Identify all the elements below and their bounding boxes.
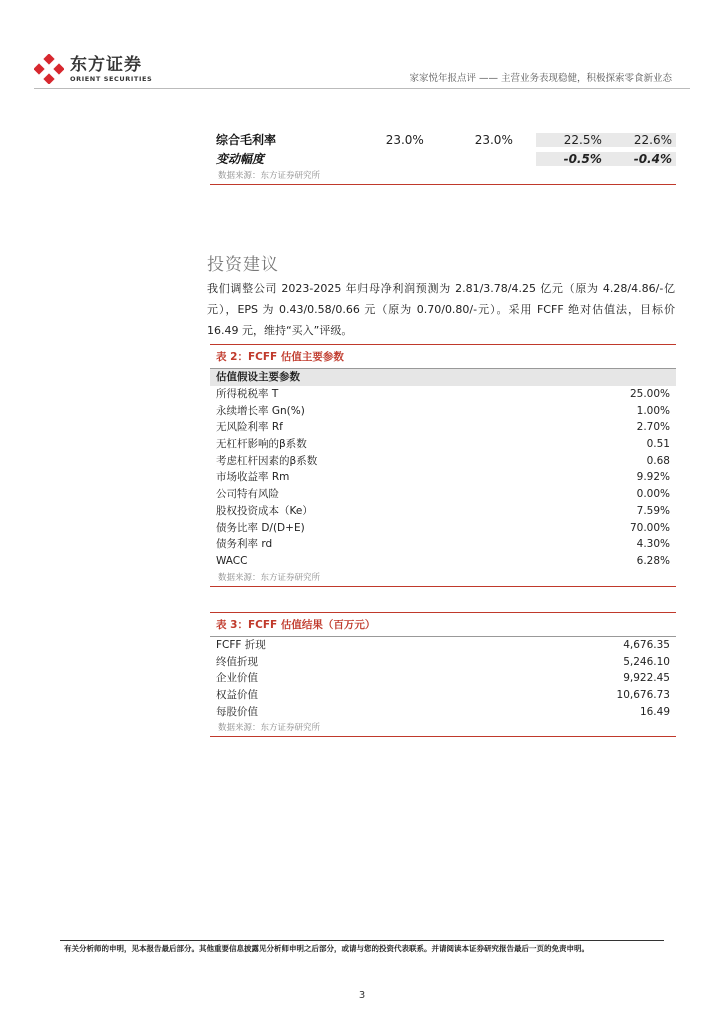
table-cell: 22.5%	[536, 133, 606, 147]
row-value: 0.00%	[636, 488, 670, 501]
row-value: 4.30%	[636, 538, 670, 551]
row-value: 10,676.73	[616, 689, 670, 702]
table-title: 表 2：FCFF 估值主要参数	[210, 344, 676, 368]
row-label: 市场收益率 Rm	[216, 471, 290, 484]
table-row	[210, 469, 676, 486]
row-value: 7.59%	[636, 504, 670, 517]
table-cell: 23.0%	[474, 132, 513, 147]
row-label: 综合毛利率	[216, 133, 277, 147]
company-logo	[34, 52, 152, 86]
report-subtitle: 家家悦年报点评 —— 主营业务表现稳健，积极探索零食新业态	[409, 73, 672, 84]
table-row	[210, 520, 676, 537]
table-bottom-rule	[210, 184, 676, 185]
row-label: 无风险利率 Rf	[216, 421, 283, 434]
row-value: 4,676.35	[623, 639, 670, 651]
table-title: 表 3：FCFF 估值结果（百万元）	[210, 612, 676, 636]
page-number: 3	[358, 990, 366, 1001]
row-label: 每股价值	[216, 705, 258, 718]
table-row	[210, 149, 676, 168]
logo-chinese-name: 东方证券	[70, 55, 142, 75]
fcff-params-table	[210, 344, 676, 587]
row-label: FCFF 折现	[216, 639, 266, 651]
table-source: 数据来源：东方证券研究所	[218, 723, 321, 734]
row-label: 无杠杆影响的β系数	[216, 438, 307, 451]
table-row	[210, 436, 676, 453]
recommendation-paragraph: 我们调整公司 2023-2025 年归母净利润预测为 2.81/3.78/4.25 亿元（原为 4.28/4.86/-亿元），EPS 为 0.43/0.58/0.66 元（原为 0.70/0.80/-元）。采用 FCFF 绝对估值法，目标价 16.49 元，维持“买入”评级。	[207, 282, 675, 337]
logo-english-name: ORIENT SECURITIES	[70, 75, 153, 83]
table-row	[210, 704, 676, 721]
row-value: 9.92%	[636, 471, 670, 484]
row-label: 债务比率 D/(D+E)	[216, 521, 305, 534]
row-value: 1.00%	[636, 404, 670, 417]
row-label: 权益价值	[216, 689, 258, 702]
table-row	[210, 403, 676, 420]
row-label: 永续增长率 Gn(%)	[216, 404, 305, 417]
logo-icon	[34, 54, 64, 84]
table-row	[210, 536, 676, 553]
table-row	[210, 453, 676, 470]
table-cell: -0.5%	[536, 152, 606, 166]
row-label: WACC	[216, 554, 248, 567]
table-row	[210, 130, 676, 149]
table-source: 数据来源：东方证券研究所	[218, 572, 321, 583]
fcff-results-table	[210, 612, 676, 737]
row-label: 企业价值	[216, 672, 258, 685]
footer-disclaimer: 有关分析师的申明，见本报告最后部分。其他重要信息披露见分析师申明之后部分，或请与您的投资代表联系。并请阅读本证券研究报告最后一页的免责申明。	[64, 944, 589, 953]
table-cell: 22.6%	[606, 133, 676, 147]
header-divider	[34, 88, 690, 89]
row-label: 股权投资成本（Ke）	[216, 504, 313, 517]
table-row	[210, 419, 676, 436]
row-label: 所得税税率 T	[216, 388, 279, 400]
table-row	[210, 687, 676, 704]
table-bottom-rule	[210, 736, 676, 737]
margin-table-continued	[210, 130, 676, 185]
table-row	[210, 654, 676, 671]
row-value: 6.28%	[636, 554, 670, 567]
row-value: 5,246.10	[623, 655, 670, 668]
row-value: 9,922.45	[623, 672, 670, 685]
table-row	[210, 503, 676, 520]
row-value: 0.68	[646, 454, 670, 467]
row-value: 70.00%	[629, 521, 670, 534]
table-header: 估值假设主要参数	[210, 368, 676, 386]
table-row	[210, 637, 676, 654]
table-cell: -0.4%	[606, 152, 676, 166]
row-label: 终值折现	[216, 655, 258, 668]
footer-divider	[60, 940, 664, 941]
table-source: 数据来源：东方证券研究所	[218, 171, 321, 181]
section-title: 投资建议	[207, 255, 279, 275]
table-cell: 23.0%	[385, 132, 424, 147]
table-bottom-rule	[210, 586, 676, 587]
row-value: 0.51	[646, 438, 670, 451]
row-label: 考虑杠杆因素的β系数	[216, 454, 318, 467]
row-value: 16.49	[639, 705, 670, 718]
row-value: 25.00%	[629, 388, 670, 400]
row-label: 变动幅度	[216, 152, 265, 166]
table-row	[210, 386, 676, 403]
row-value: 2.70%	[636, 421, 670, 434]
table-row	[210, 670, 676, 687]
table-row	[210, 553, 676, 570]
row-label: 公司特有风险	[216, 488, 279, 501]
row-label: 债务利率 rd	[216, 538, 273, 551]
table-row	[210, 486, 676, 503]
